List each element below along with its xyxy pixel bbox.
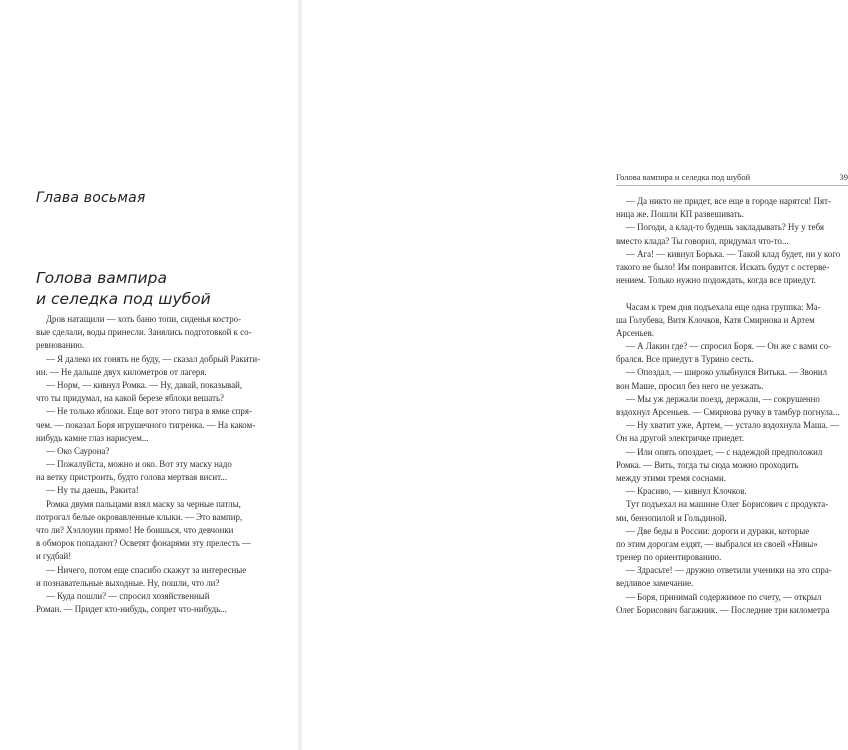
left-page-text: [36, 313, 264, 616]
text-line: — Пожалуйста, можно и око. Вот эту маску надо: [46, 459, 232, 470]
text-line: ша Голубева, Витя Клочков, Катя Смирнова и Артем: [616, 314, 815, 325]
text-line: Он на другой электричке приедет.: [616, 433, 745, 444]
right-page: [300, 0, 848, 750]
running-head-title: Голова вампира и селедка под шубой: [616, 172, 751, 182]
text-line: Ромка двумя пальцами взял маску за черные патлы,: [46, 498, 241, 509]
text-line: Ромка. — Вить, тогда ты сюда можно проходить: [616, 459, 799, 470]
text-line: — Здрасьте! — дружно ответили ученики на это спра-: [626, 565, 832, 576]
text-line: — Опоздал, — широко улыбнулся Витька. — Звонил: [626, 367, 828, 378]
text-line: и познавательные выходные. Ну, пошли, что ли?: [36, 577, 220, 588]
text-line: вместо клада? Ты говорил, придумал что-то...: [616, 235, 789, 246]
text-line: — Две беды в России: дороги и дураки, которые: [626, 525, 810, 536]
text-line: нибудь камне глаз нарисуем...: [36, 432, 149, 443]
text-line: — Ну хватит уже, Артем, — устало вздохнула Маша. —: [626, 420, 839, 431]
text-line: Часам к трем дня подъехала еще одна группка: Ма-: [626, 301, 821, 312]
text-line: тренер по ориентированию.: [616, 552, 722, 563]
text-line: ми, бензопилой и Гольдиной.: [616, 512, 727, 523]
text-line: вздохнул Арсеньев. — Смирнова ручку в тамбур погнула...: [616, 407, 840, 417]
text-line: — Красиво, — кивнул Клочков.: [626, 486, 747, 497]
text-line: — Или опять опоздает, — с надеждой предположил: [626, 446, 823, 457]
text-line: что ли? Хэллоуин прямо! Не боишься, что девчонки: [36, 525, 234, 535]
text-line: в обморок попадают? Осветят фонарями эту прелесть —: [36, 538, 251, 549]
text-line: — Куда пошли? — спросил хозяйственный: [46, 590, 210, 601]
text-line: чем. — показал Боря игрушечного тигренка. — На каком-: [36, 419, 256, 430]
text-line: Роман. — Придет кто-нибудь, сопрет что-нибудь...: [36, 604, 227, 615]
page-number: 39: [839, 172, 848, 182]
text-line: — Боря, принимай содержимое по счету, — открыл: [626, 591, 822, 602]
text-line: и гудбай!: [36, 551, 72, 562]
text-line: вон Маше, просил без него не уезжать.: [616, 380, 764, 391]
text-line: вые сделали, воды принесли. Занялись подготовкой к со-: [36, 327, 252, 338]
text-line: Тут подъехал на машине Олег Борисович с продукта-: [626, 499, 829, 510]
text-line: нением. Только нужно подождать, когда все приедут.: [616, 275, 816, 286]
chapter-title-line: и селедка под шубой: [36, 290, 211, 308]
text-line: — Око Саурона?: [46, 445, 110, 456]
text-line: такого не было! Им понравится. Искать будут с остерве-: [616, 261, 830, 272]
text-line: брался. Все приедут в Турино сесть.: [616, 354, 754, 365]
text-line: потрогал белые окровавленные клыки. — Это вампир,: [36, 511, 243, 522]
text-line: ревнованию.: [36, 340, 85, 351]
chapter-label: Глава восьмая: [36, 190, 146, 206]
text-line: — Ну ты даешь, Ракита!: [46, 485, 139, 496]
text-line: — Погоди, а клад-то будешь закладывать? Ну у тебя: [626, 222, 824, 233]
text-line: — А Лакин где? — спросил Боря. — Он же с вами со-: [626, 341, 831, 352]
text-line: — Мы уж держали поезд, держали, — сокрушенно: [626, 393, 820, 404]
text-line: — Да никто не придет, все еще в городе нарятся! Пят-: [626, 196, 831, 206]
text-line: ин. — Не дальше двух километров от лагеря.: [36, 366, 207, 377]
text-line: — Ничего, потом еще спасибо скажут за интересные: [46, 564, 247, 575]
text-line: на ветку пристроить, будто голова мертвая висит...: [36, 472, 227, 483]
text-line: Дров натащили — хоть баню топи, сиденья костро-: [46, 314, 242, 324]
text-line: ведливое замечание.: [616, 578, 694, 589]
text-line: — Я далеко их гонять не буду, — сказал добрый Ракити-: [46, 353, 261, 364]
text-line: Олег Борисович багажник. — Последние три километра: [616, 604, 830, 615]
right-page-text: [616, 195, 848, 617]
text-line: — Не только яблоки. Еще вот этого тигра в ямке спря-: [46, 406, 252, 417]
chapter-title-line: Голова вампира: [36, 269, 167, 287]
text-line: между этими тремя соснами.: [616, 472, 726, 483]
text-line: [616, 287, 848, 300]
text-line: — Ага! — кивнул Борька. — Такой клад будет, ни у кого: [626, 248, 841, 259]
text-line: ница же. Пошли КП развешивать.: [616, 209, 744, 220]
left-page: [0, 0, 300, 750]
chapter-title: [36, 268, 286, 310]
text-line: Арсеньев.: [616, 327, 654, 338]
text-line: по этим дорогам ездят, — выбрался из своей «Нивы»: [616, 538, 818, 549]
text-line: что ты придумал, на какой березе яблоки вешать?: [36, 393, 224, 404]
text-line: — Норм, — кивнул Ромка. — Ну, давай, показывай,: [46, 379, 243, 390]
running-head: [616, 172, 848, 186]
